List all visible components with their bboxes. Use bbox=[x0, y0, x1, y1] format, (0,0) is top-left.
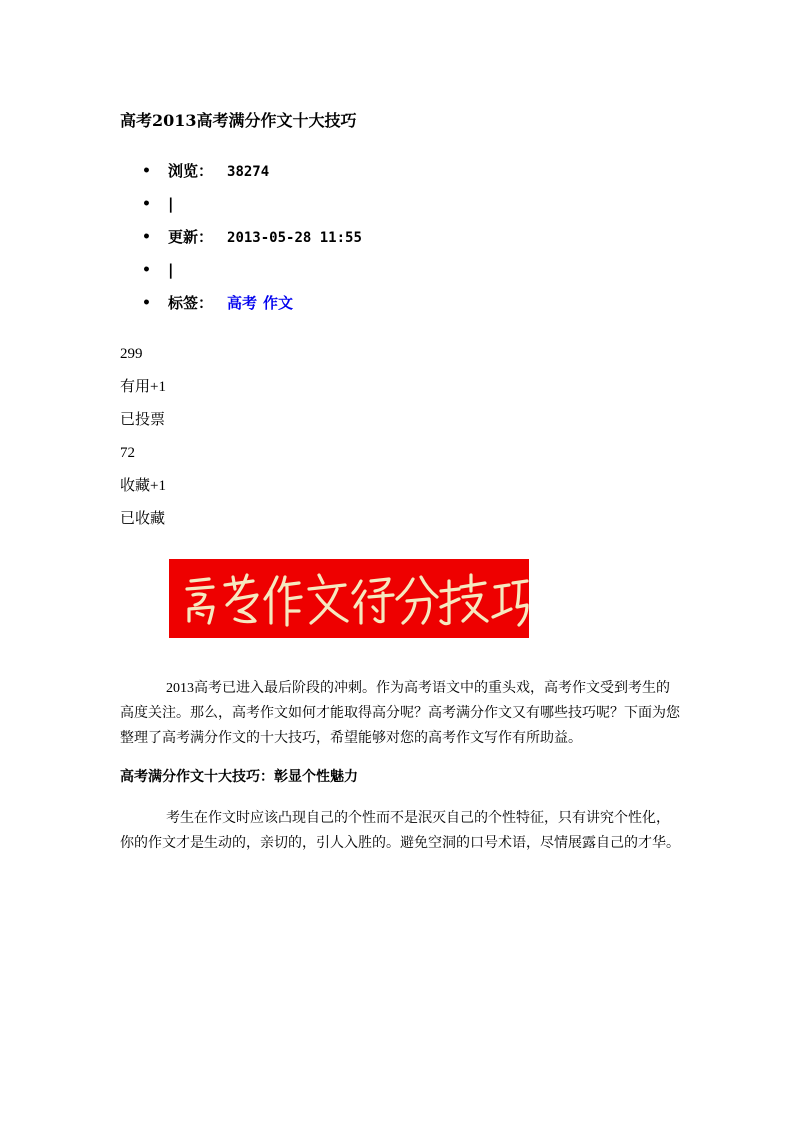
meta-tags bbox=[120, 290, 362, 323]
calligraphy-banner-image bbox=[169, 559, 529, 638]
bullet-icon: • bbox=[142, 163, 151, 179]
tag-link-gaokao[interactable]: 高考 bbox=[227, 294, 258, 312]
updated-value: 2013-05-28 11:55 bbox=[227, 230, 362, 246]
section-paragraph: 考生在作文时应该凸现自己的个性而不是泯灭自己的个性特征，只有讲究个性化，你的作文才是生动的，亲切的，引人入胜的。避免空洞的口号术语，尽情展露自己的才华。 bbox=[120, 811, 680, 851]
meta-views bbox=[120, 158, 362, 191]
favorite-count: 72 bbox=[120, 445, 135, 461]
bullet-icon: • bbox=[142, 262, 151, 278]
meta-separator bbox=[120, 191, 362, 224]
vote-favorite-panel bbox=[120, 343, 166, 541]
intro-paragraph: 2013高考已进入最后阶段的冲刺。作为高考语文中的重头戏，高考作文受到考生的高度关注。那么，高考作文如何才能取得高分呢？高考满分作文又有哪些技巧呢？下面为您整理了高考满分作文的十大技巧，希望能够对您的高考作文写作有所助益。 bbox=[120, 681, 680, 746]
article-meta-list bbox=[120, 158, 362, 323]
useful-button[interactable]: 有用+1 bbox=[120, 379, 166, 395]
tag-link-zuowen[interactable]: 作文 bbox=[263, 294, 294, 312]
separator-text: | bbox=[168, 195, 174, 213]
views-label: 浏览： bbox=[168, 162, 214, 180]
bullet-icon: • bbox=[142, 295, 151, 311]
meta-separator bbox=[120, 257, 362, 290]
tags-label: 标签： bbox=[168, 294, 214, 312]
bullet-icon: • bbox=[142, 229, 151, 245]
views-value: 38274 bbox=[227, 164, 270, 180]
section-heading: 高考满分作文十大技巧：彰显个性魅力 bbox=[120, 769, 358, 785]
separator-text: | bbox=[168, 261, 174, 279]
favorite-button[interactable]: 收藏+1 bbox=[120, 478, 166, 494]
meta-updated bbox=[120, 224, 362, 257]
article-title: 高考2013高考满分作文十大技巧 bbox=[120, 111, 357, 130]
useful-count: 299 bbox=[120, 346, 143, 362]
bullet-icon: • bbox=[142, 196, 151, 212]
updated-label: 更新： bbox=[168, 228, 214, 246]
voted-status: 已投票 bbox=[120, 412, 166, 428]
favorited-status: 已收藏 bbox=[120, 511, 166, 527]
calligraphy-artwork bbox=[169, 559, 529, 638]
